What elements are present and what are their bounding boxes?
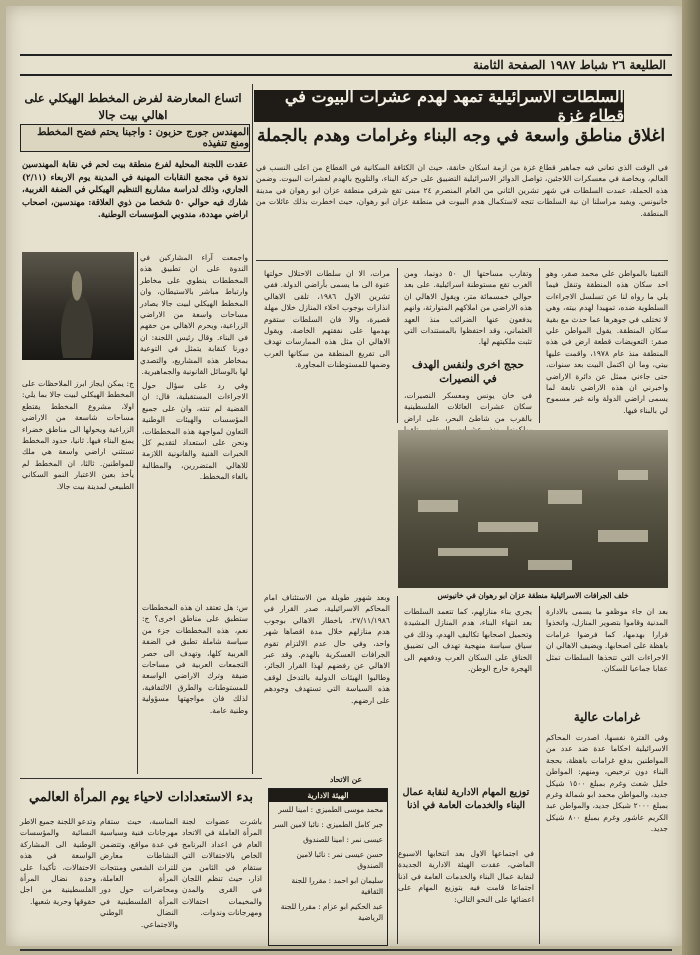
intro-rule [256, 260, 668, 261]
union-body: في اجتماعها الاول بعد انتخابها الاسبوع الماضي، عقدت الهيئة الادارية الجديدة لنقابة عمال البناء والخدمات العامة في اذنا اجتماعا قامت فيه بتوزيع المهام على اعضائها على النحو التالي: [398, 849, 534, 904]
subsection-fines: غرامات عالية [573, 710, 641, 724]
main-headline: السلطات الاسرائيلية تمهد لهدم عشرات البيوت في قطاع غزة [254, 90, 624, 122]
union-member-item: جبر كامل الطميزي : نائبا لامين السر [273, 820, 383, 829]
engineer-quote-box: المهندس جورج حزبون : واجبنا يحتم فضح المخطط ومنع تنفيذه [20, 124, 250, 152]
demolition-area-photo [398, 430, 668, 588]
womens-day-col-3: وتدعو اللجنة جميع الاطر النسائية والمؤسسات الوطنية الى المشاركة الواسعة في هذه الاحتفالات، تأكيدا على وحدة نضال المرأة الفلسطينية من اجل حقوقها وحرية شعبها. [20, 817, 96, 906]
main-col-mid-2: في خان يونس ومعسكر النصيرات، سكان عشرات العائلات الفلسطينية بالقرب من شاطئ البحر، على اراض [404, 391, 532, 423]
col-divider [397, 268, 398, 423]
col-divider [539, 606, 540, 944]
womens-day-col-1: باشرت عضوات لجنة المرأة العاملة في الاتحاد العام في اعداد البرنامج الخاص بالاحتفالات التي ستقام في الثامن من اذار، حيث تنظم اللجان في القرى والمدن والمخيمات احتفالات ومهرجانات وندوات. [182, 817, 262, 918]
page-header [20, 54, 672, 76]
union-headline: توزيع المهام الادارية لنقابة عمال البناء والخدمات العامة في اذنا [402, 787, 530, 811]
main-subheadline: اغلاق مناطق واسعة في وجه البناء وغرامات وهدم بالجملة [256, 126, 666, 146]
womens-day-headline: بدء الاستعدادات لاحياء يوم المرأة العالمي [28, 790, 253, 805]
col-divider [137, 252, 138, 774]
main-col-mid-3: يجري بناء منازلهم، كما تتعمد السلطات بعد انتهاء البناء، هدم المنازل المشيدة وتحميل اصحابها تكاليف الهدم، وذلك في سياق سياسة منهجية تهدف الى تضييق الخناق على السكان العرب ودفعهم الى الهجرة خارج الوطن. [404, 607, 532, 674]
header-date-line: الطليعة ٢٦ شباط ١٩٨٧ الصفحة الثامنة [472, 58, 666, 72]
left-intro: عقدت اللجنة المحلية لفرع منطقة بيت لحم في نقابة المهندسين ندوة في مجمع النقابات المهنية في المدينة يوم الاربعاء (٢/١١) الجاري، وذلك لدراسة مشاريع التنظيم الهيكلي في الضفة الغربية، شارك فيه حوالي ٥٠ شخصا من ذوي العلاقة: مهندسين، اصحاب اراضي مهددة، مندوبي المؤسسات الوطنية. [22, 159, 248, 219]
left-body-5: س: هل تعتقد ان هذه المخططات ستطبق على مناطق اخرى؟ ج: نعم، هذه المخططات جزء من سياسة شاملة تطبق في الضفة الغربية كلها، وتهدف الى حصر التجمعات العربية في مساحات ضيقة وترك الاراضي الواسعة للمستوطنات والطرق الالتفافية، لذلك فان مواجهتها مسؤولية وطنية عامة. [142, 603, 248, 715]
left-headline: اتساع المعارضة لفرض المخطط الهيكلي على اهالي بيت جالا [24, 91, 242, 122]
engineer-portrait-photo [22, 252, 134, 360]
attribution: عن الاتحاد [329, 775, 363, 784]
union-member-item: سليمان ابو احمد : مقررا للجنة الثقافية [291, 876, 383, 896]
photo-caption: خلف الجرافات الاسرائيلية منطقة عزان ابو رهوان في خانيونس [437, 591, 629, 600]
union-box-title: الهيئة الادارية [269, 789, 387, 802]
main-col-right-1: التقينا بالمواطن علي محمد صقر، وهو احد سكان هذه المنطقة وتنقل فيما يلي ما رواه لنا عن تسلسل الاجراءات السلطوية ضده، تمهيدا لهدم بيته، وهي لا تختلف في جوهرها عما حدث مع بقية سكان المنطقة. يقول المواطن علي صقر: التعويضات قطعة ارض في هذه المنطقة منذ عام ١٩٧٨، واقمت عليها بيتي، وما ان اكتمل البيت بعد سنوات، حتى جاءني ممثل عن دائرة الاراضي واخبرني ان هذه الاراضي تابعة لما يسمى اراضي الدولة وانه غير مسموح لي بالبناء فيها. [546, 269, 668, 415]
union-member-item: عبد الحكيم ابو عزام : مقررا للجنة الرياضية [280, 902, 383, 922]
person-silhouette [52, 270, 102, 358]
left-body-3: ج: يمكن ايجاز ابرز الملاحظات على المخطط الهيكلي لبيت جالا بما يلي: اولا، مشروع المخطط يقتطع مساحات شاسعة من الاراضي الزراعية ويحولها الى مناطق خضراء يمنع البناء فيها. ثانيا، حدود المخطط تستثني اراضي واسعة هي ملك للمواطنين. ثالثا، ان المخطط لم يأخذ بعين الاعتبار النمو السكاني الطبيعي لمدينة بيت جالا. [22, 379, 134, 491]
union-member-item: عيسى نمر : امينا للصندوق [303, 835, 383, 844]
binding-spine [682, 0, 700, 955]
left-body-4: وفي رد على سؤال حول الاجراءات المستقبلية، قال: ان القضية لم تنته، وان على جميع المؤسسات والهيئات الوطنية التعاون لمواجهة هذه المخططات، ونحن على استعداد لتقديم كل الخبرات الفنية والقانونية اللازمة للاهالي المتضررين، والمطالبة بالغاء المخطط. [142, 381, 248, 482]
col-divider [539, 268, 540, 423]
womens-day-col-2: المناسبة، حيث ستقام مهرجانات فنية وسياسية في عدة مواقع، وتتضمن النشاطات معارض للتراث الشعبي ومنتجات المرأة العاملة، ومحاضرات حول دور المرأة الفلسطينية في النضال الوطني والاجتماعي. [100, 817, 178, 929]
union-member-item: محمد موسى الطميزي : امينا للسر [278, 805, 383, 814]
main-col-right-2: بعد ان جاء موظفو ما يسمى بالادارة المدنية وقاموا بتصوير المنازل، واتخذوا قرارا بهدمها، كما فرضوا غرامات باهظة على اصحابها. ويضيف الاهالي ان الاجراءات التي تتخذها السلطات تمثل عقابا جماعيا للسكان. [546, 607, 668, 674]
main-intro: في الوقت الذي تعاني فيه جماهير قطاع غزة من ازمة اسكان خانقة، حيث ان الكثافة السكانية في القطاع من اعلى النسب في العالم، وبخاصة في معسكرات اللاجئين، تواصل الدوائر الاسرائيلية التضييق على حركة البناء، والتلويح بالهدم لعشرات البيوت. وضمن هذه الحملة، عمدت السلطات في شهر تشرين الثاني من العام المنصرم ٢٤ مبنى تقع شرقي منطقة عزان ابو رهوان في مدينة خانيونس. ويفيد مراسلنا ان نية السلطات تتجه لاستكمال هدم البيوت في منطقة عزان ابو رهوان، حيث اخطرت بذلك عائلات من المنطقة. [256, 163, 668, 218]
newspaper-page [6, 6, 682, 946]
main-col-mid-1: وتقارب مساحتها ال ٥٠ دونما، ومن الغرب تقع مستوطنة اسرائيلية. على بعد حوالي خمسمائة متر، ويقول الاهالي ان هذه الاراضي من املاكهم المتوارثة، وانهم يدفعون عنها الضرائب منذ العهد العثماني، وقد احتفظوا بالمستندات التي تثبت ملكيتهم لها. [404, 269, 532, 347]
union-members-box [268, 788, 388, 946]
article-divider [252, 84, 253, 774]
footer-rule [20, 949, 672, 951]
main-col-left-1: مرات، الا ان سلطات الاحتلال حولتها عنوة الى ما يسمى بأراضي الدولة. ففي تشرين الاول ١٩٨٦، تلقى الاهالي انذارات بوجوب اخلاء المنازل خلال مهلة قصيرة، والا فان السلطات ستقوم بهدمها على نفقتهم الخاصة. ويقول الاهالي ان مثل هذه الممارسات تهدف الى تفريغ المنطقة من سكانها العرب وضمها للمستوطنات المجاورة. [264, 269, 390, 370]
left-body-2: واجمعت آراء المشاركين في الندوة على ان تطبيق هذه المخططات ينطوي على مخاطر وارتباط مباشر بالاستيطان، وان المخطط الهيكلي لبيت جالا يصادر مساحات واسعة من الاراضي الزراعية، ويحرم الاهالي من حقهم في البناء. وقال رئيس اللجنة: ان دورنا كنقابة يتمثل في التوعية بمخاطر هذه المشاريع، والتصدي لها بالوسائل القانونية والجماهيرية. [140, 253, 248, 377]
subsection-nuseirat: حجج اخرى ولنفس الهدف في النصيرات [412, 359, 524, 385]
union-member-item: حسن عيسى نمر : نائبا لامين الصندوق [296, 850, 383, 870]
section-rule [20, 778, 262, 779]
main-col-right-3: وفي الفترة نفسها، اصدرت المحاكم الاسرائيلية احكاما عدة ضد عدد من المواطنين بدفع غرامات باهظة، بحجة البناء دون ترخيص، ومنهم: المواطن خليل شعث وغرم بمبلغ ١٥٠٠ شيكل جديد، والمواطن محمد ابو شمالة وغرم بمبلغ ٢٠٠٠ شيكل جديد، والمواطن عبد الكريم عاشور وغرم بمبلغ ٨٠٠ شيكل جديد. [546, 733, 669, 834]
main-col-left-2: وبعد شهور طويلة من الاستئناف امام المحاكم الاسرائيلية، صدر القرار في ٢٧/١١/١٩٨٦، باخطار الاهالي بوجوب هدم منازلهم خلال مدة اقصاها شهر واحد، وفي حال عدم الالتزام تقوم الجرافات العسكرية بالهدم. وقد عبر الاهالي عن رفضهم لهذا القرار الجائر، وطالبوا الهيئات الدولية بالتدخل لوقف هذه السياسة التي تستهدف وجودهم على ارضهم. [264, 593, 390, 705]
